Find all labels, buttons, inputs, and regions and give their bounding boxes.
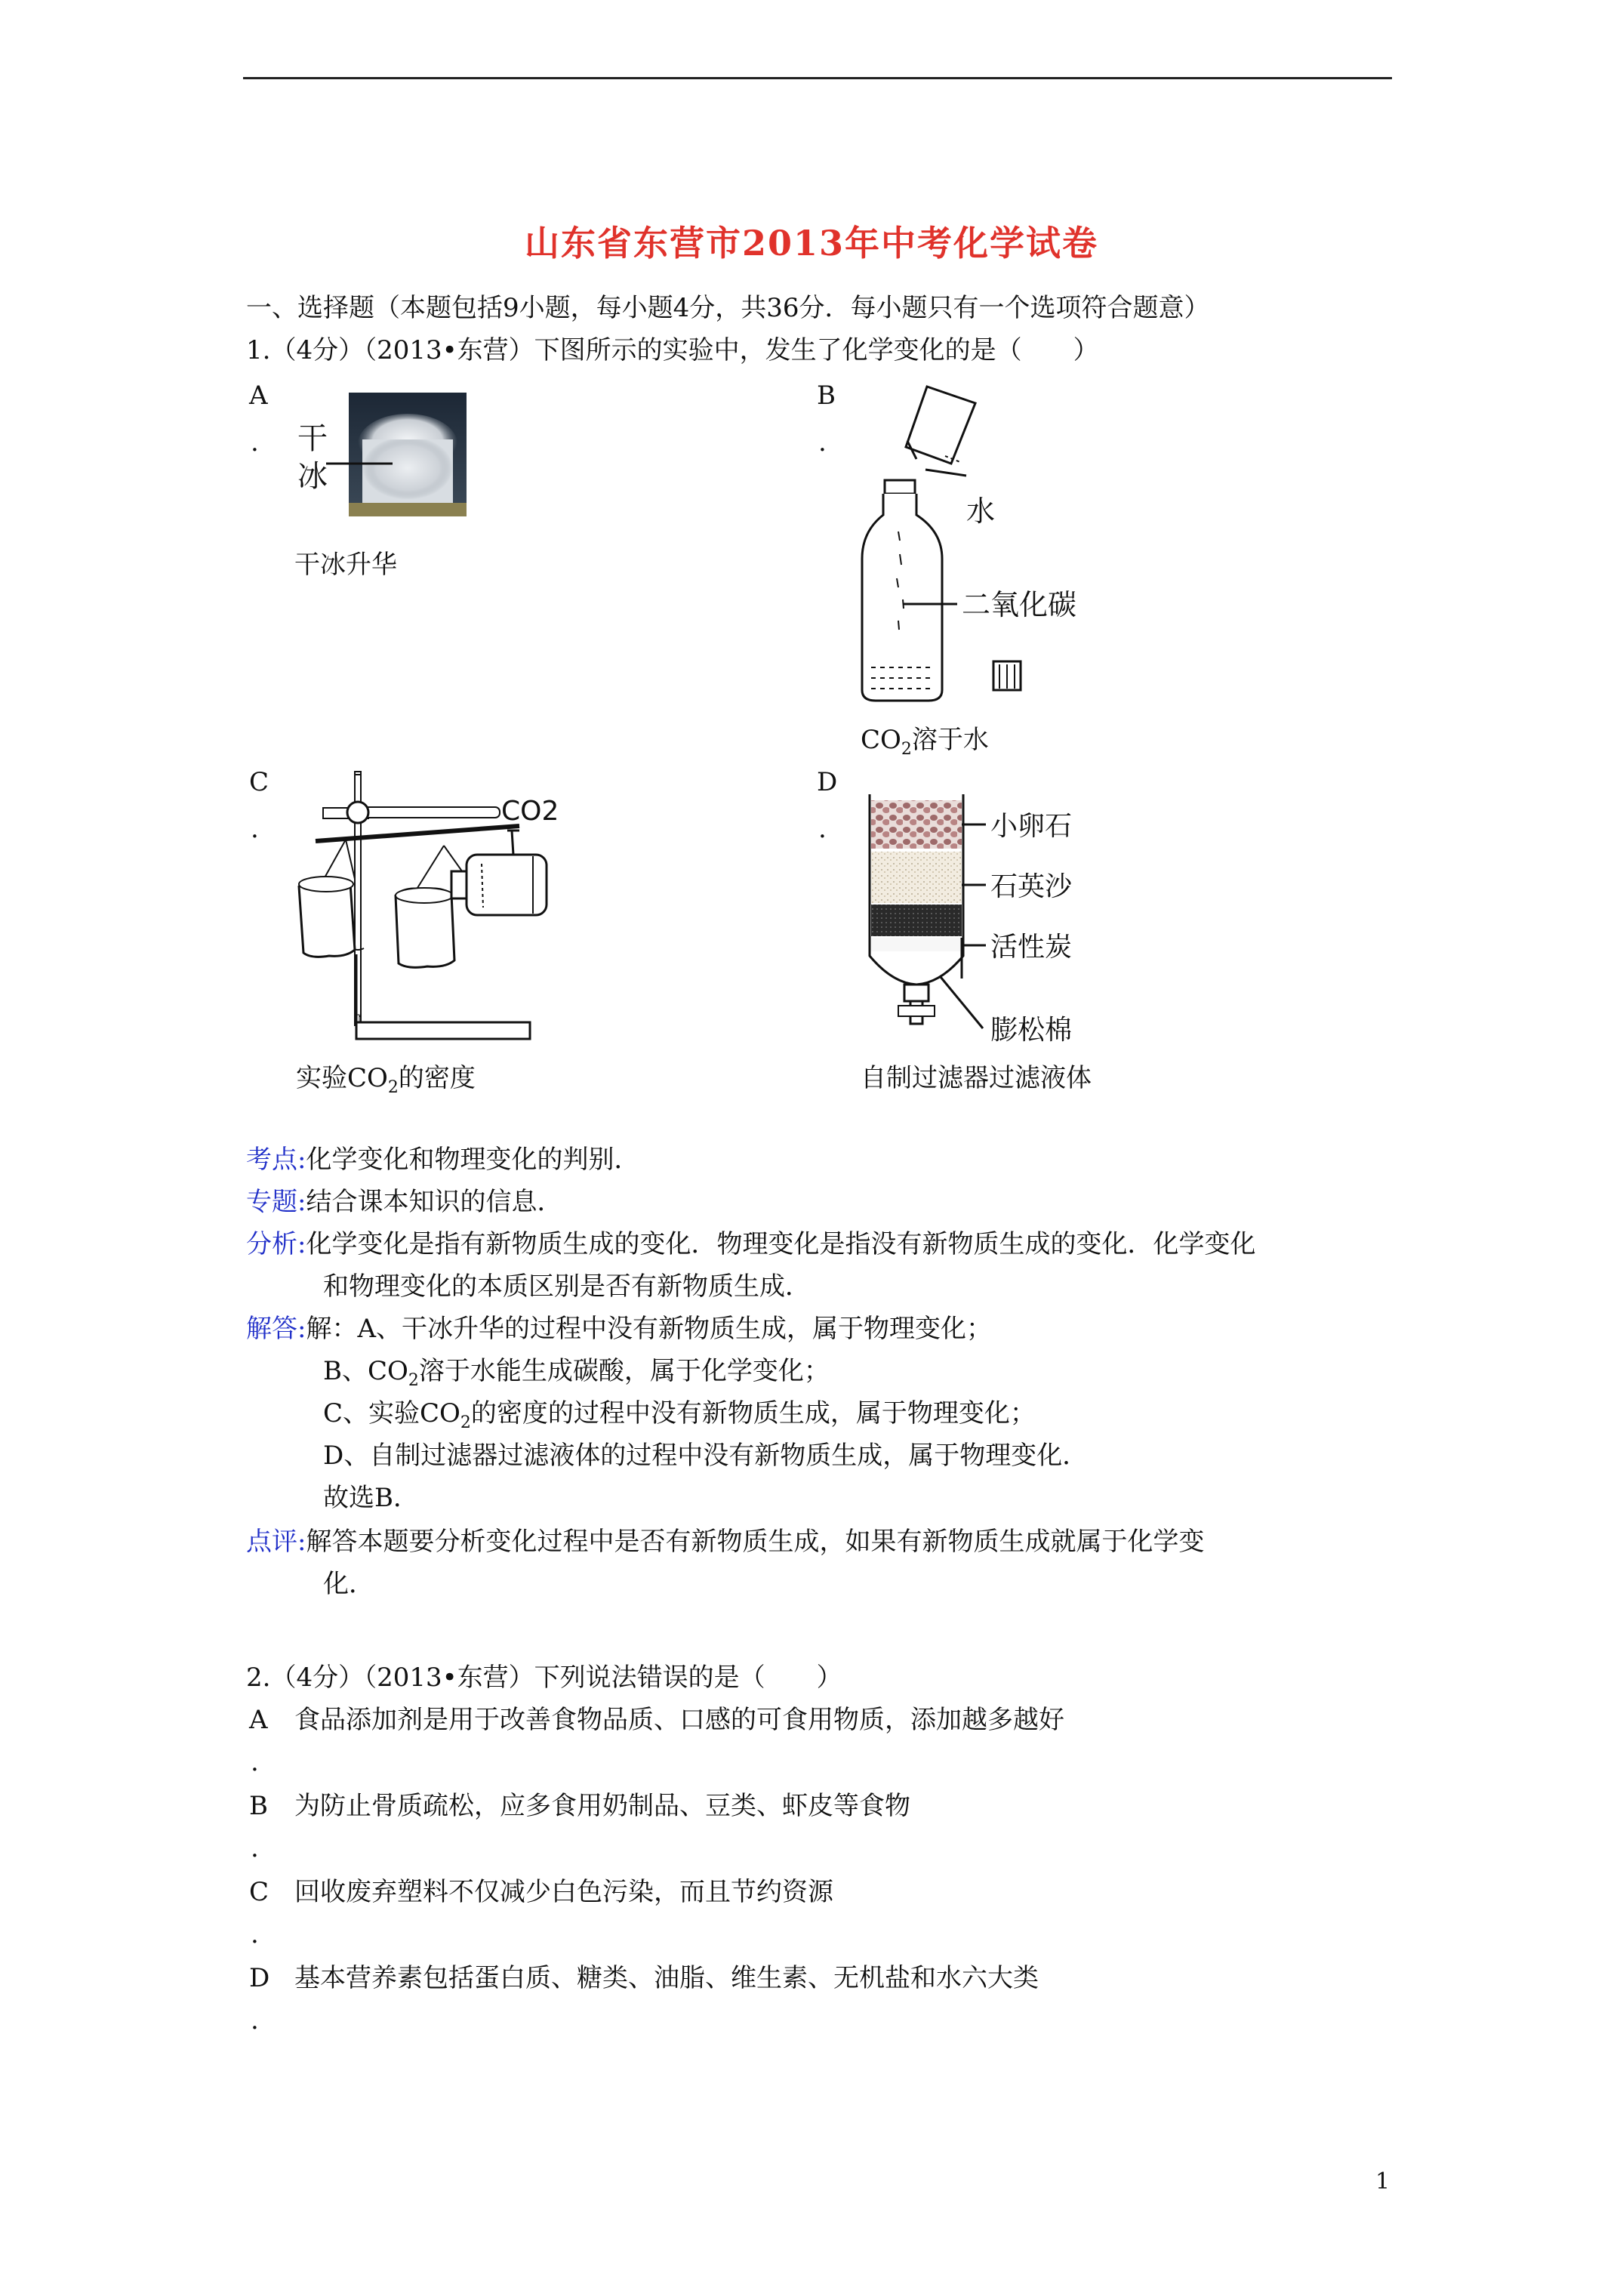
q1-fenxi-row — [246, 1225, 1255, 1264]
kaodian-text: 化学变化和物理变化的判别． — [306, 1145, 640, 1175]
zhuanti-label: 专题: — [246, 1187, 306, 1217]
jieda-3-post: 的密度的过程中没有新物质生成，属于物理变化； — [470, 1398, 1036, 1428]
q1-option-d-dot: . — [818, 814, 827, 844]
dianping-text-1: 解答本题要分析变化过程中是否有新物质生成，如果有新物质生成就属于化学变 — [306, 1527, 1205, 1557]
dry-ice-figure — [293, 390, 519, 522]
water-label: 水 — [966, 495, 996, 528]
q1-option-b-caption-sub: 2 — [901, 739, 912, 759]
q1-stem: 1.（4分）（2013•东营）下图所示的实验中，发生了化学变化的是（ ） — [246, 335, 1099, 365]
q1-option-a-caption: 干冰升华 — [294, 550, 397, 580]
fenxi-text-1: 化学变化是指有新物质生成的变化．物理变化是指没有新物质生成的变化．化学变化 — [306, 1229, 1256, 1259]
zhuanti-text: 结合课本知识的信息． — [306, 1187, 563, 1217]
jieda-2-sub: 2 — [408, 1370, 419, 1390]
q1-option-d-caption: 自制过滤器过滤液体 — [861, 1063, 1092, 1093]
activated-carbon-label: 活性炭 — [990, 932, 1073, 963]
dry-ice-label-2: 冰 — [297, 459, 328, 494]
q2-stem: 2.（4分）（2013•东营）下列说法错误的是（ ） — [246, 1663, 842, 1693]
q1-option-c-letter: C — [249, 767, 269, 797]
q1-option-a-letter: A — [249, 381, 268, 411]
q1-option-b-dot: . — [818, 427, 827, 458]
dianping-label: 点评: — [246, 1527, 306, 1557]
co2-density-figure — [293, 766, 655, 1048]
page-title: 山东省东营市2013年中考化学试卷 — [524, 223, 1099, 264]
kaodian-label: 考点: — [246, 1145, 306, 1175]
q2-option-b-dot: . — [251, 1833, 259, 1863]
q2-option-c-letter: C — [249, 1877, 269, 1907]
q1-option-c-caption-pre: 实验CO — [296, 1063, 388, 1093]
dry-ice-label-1: 干 — [297, 421, 328, 456]
q2-option-a-dot: . — [251, 1747, 259, 1777]
jieda-3-sub: 2 — [460, 1413, 471, 1432]
co2-bottle-figure — [853, 381, 1110, 716]
q2-option-d-dot: . — [251, 2005, 259, 2036]
section-header: 一、选择题（本题包括9小题，每小题4分，共36分．每小题只有一个选项符合题意） — [246, 293, 1210, 323]
q1-option-c-caption-post: 的密度 — [398, 1063, 476, 1093]
q1-option-b-caption-pre: CO — [861, 725, 901, 755]
page-number: 1 — [1375, 2168, 1390, 2195]
q1-option-c-dot: . — [251, 814, 259, 844]
q1-option-b-caption — [861, 719, 989, 759]
header-rule — [243, 77, 1392, 79]
q2-option-a-text: 食品添加剂是用于改善食物品质、口感的可食用物质，添加越多越好 — [294, 1705, 1064, 1735]
q2-option-c-dot: . — [251, 1919, 259, 1949]
q2-option-d-letter: D — [249, 1963, 270, 1993]
q1-option-c-caption-sub: 2 — [387, 1077, 399, 1097]
quartz-sand-label: 石英沙 — [990, 871, 1073, 902]
q1-option-a-dot: . — [251, 427, 259, 458]
q2-option-b-letter: B — [249, 1791, 268, 1821]
q1-dianping-row — [246, 1522, 1204, 1561]
q1-zhuanti-row — [246, 1182, 562, 1222]
jieda-2-post: 溶于水能生成碳酸，属于化学变化； — [418, 1356, 830, 1386]
q1-option-b-caption-post: 溶于水 — [911, 725, 989, 755]
jieda-text-5: 故选B． — [323, 1483, 419, 1513]
q2-option-d-text: 基本营养素包括蛋白质、糖类、油脂、维生素、无机盐和水六大类 — [294, 1963, 1039, 1993]
jieda-2-pre: B、CO — [323, 1356, 408, 1386]
fenxi-label: 分析: — [246, 1229, 306, 1259]
co2-tag-label: CO2 — [501, 796, 559, 827]
pebble-label: 小卵石 — [990, 811, 1073, 842]
q1-jieda-row — [246, 1309, 992, 1348]
co2-label: 二氧化碳 — [962, 588, 1077, 621]
fenxi-text-2: 和物理变化的本质区别是否有新物质生成． — [323, 1271, 811, 1302]
q2-option-b-text: 为防止骨质疏松，应多食用奶制品、豆类、虾皮等食物 — [294, 1791, 910, 1821]
q1-kaodian-row — [246, 1140, 639, 1179]
q2-option-a-letter: A — [249, 1705, 268, 1735]
jieda-3-pre: C、实验CO — [323, 1398, 460, 1428]
q2-option-c-text: 回收废弃塑料不仅减少白色污染，而且节约资源 — [294, 1877, 833, 1907]
jieda-text-4: D、自制过滤器过滤液体的过程中没有新物质生成，属于物理变化． — [323, 1441, 1089, 1471]
water-filter-figure — [862, 790, 1111, 1049]
q1-option-c-caption — [296, 1057, 476, 1097]
q1-option-b-letter: B — [817, 381, 836, 411]
q1-option-d-letter: D — [817, 767, 838, 797]
jieda-label: 解答: — [246, 1314, 306, 1344]
jieda-text-1: 解：A、干冰升华的过程中没有新物质生成，属于物理变化； — [306, 1314, 993, 1344]
dianping-text-2: 化． — [323, 1569, 374, 1599]
cotton-label: 膨松棉 — [990, 1015, 1073, 1046]
